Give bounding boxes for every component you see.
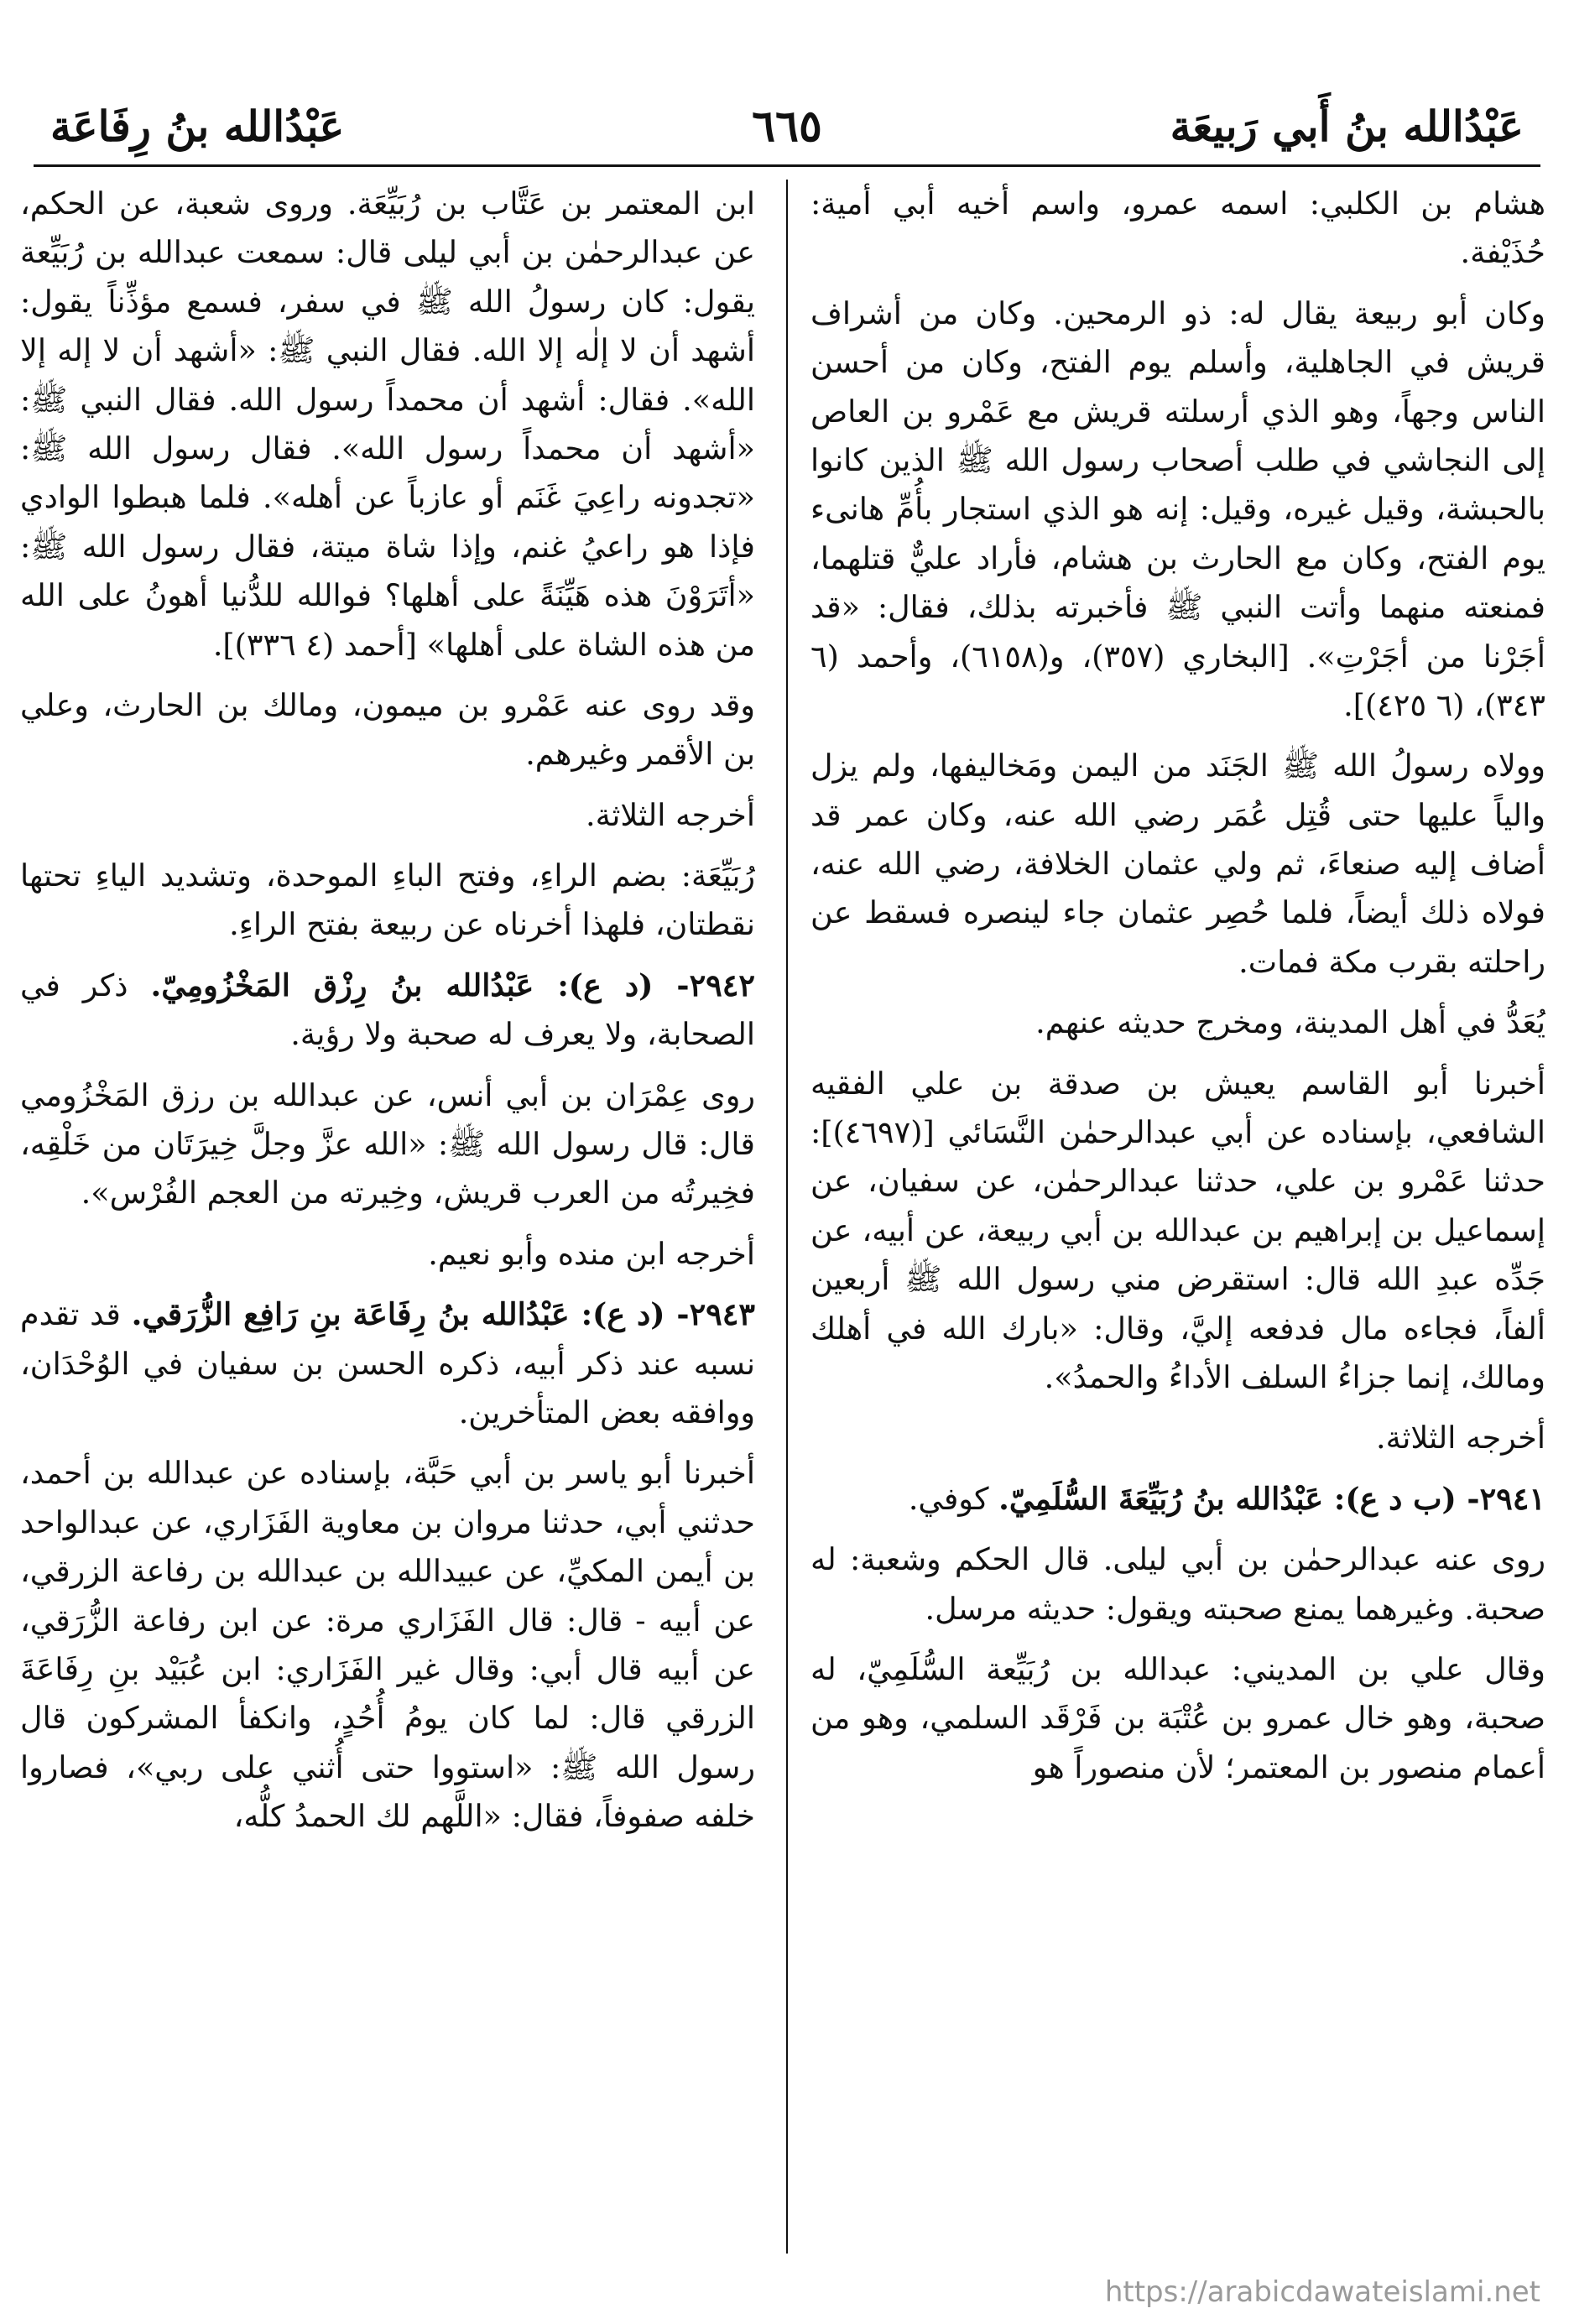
paragraph: وقد روى عنه عَمْرو بن ميمون، ومالك بن الحارث، وعلي بن الأقمر وغيرهم. bbox=[20, 686, 755, 773]
entry-number: ٢٩٤١ bbox=[1479, 1480, 1545, 1517]
paragraph: روى عِمْرَان بن أبي أنس، عن عبدالله بن رزق المَخْزُومي قال: قال رسول الله ﷺ: «الله عزَّ وجلَّ خِيرَتَان من خَلْقِه، فخِيرتُه من العرب قريش، وخِيرته من العجم الفُرْس». bbox=[20, 1076, 755, 1212]
biography-entry bbox=[20, 1290, 755, 1437]
biography-entry bbox=[810, 1475, 1545, 1524]
entry-name: عَبْدُالله بنُ رِفَاعَة بنِ رَافِع الزُّرَقي. bbox=[131, 1296, 570, 1333]
entry-text: قد تقدم نسبه عند ذكر أبيه، ذكره الحسن بن سفيان في الوُحْدَان، ووافقه بعض المتأخرين. bbox=[20, 1296, 755, 1430]
entry-name: عَبْدُالله بنُ رِزْق المَخْزُومِيّ. bbox=[150, 967, 534, 1003]
paragraph: ابن المعتمر بن عَتَّاب بن رُبَيِّعَة. وروى شعبة، عن الحكم، عن عبدالرحمٰن بن أبي ليلى قال: سمعت عبدالله بن رُبَيِّعة يقول: كان رسولُ الله ﷺ في سفر، فسمع مؤذِّناً يقول: أشهد أن لا إلٰه إلا الله. فقال النبي ﷺ: «أشهد أن لا إله إلا الله». فقال: أشهد أن محمداً رسول الله. فقال النبي ﷺ: «أشهد أن محمداً رسول الله». فقال رسول الله ﷺ: «تجدونه راعِيَ غَنَم أو عازباً عن أهله». فلما هبطوا الوادي فإذا هو راعيُ غنم، وإذا شاة ميتة، فقال رسول الله ﷺ: «أتَرَوْنَ هذه هَيِّنَةً على أهلها؟ فوالله للدُّنيا أهونُ على الله من هذه الشاة على أهلها» [أحمد (٤ ٣٣٦)]. bbox=[20, 185, 755, 663]
paragraph: رُبَيِّعَة: بضم الراءِ، وفتح الباءِ الموحدة، وتشديد الياءِ تحتها نقطتان، فلهذا أخرناه عن ربيعة بفتح الراءِ. bbox=[20, 857, 755, 943]
page-number: ٦٦٥ bbox=[752, 101, 822, 152]
entry-text: ذكر في الصحابة، ولا يعرف له صحبة ولا رؤية. bbox=[20, 967, 755, 1053]
page-header bbox=[34, 94, 1540, 167]
entry-text: كوفي. bbox=[908, 1480, 989, 1517]
paragraph: وقال علي بن المديني: عبدالله بن رُبَيِّعة السُّلَمِيّ، له صحبة، وهو خال عمرو بن عُتْبَة بن فَرْقَد السلمي، وهو من أعمام منصور بن المعتمر؛ لأن منصوراً هو bbox=[810, 1650, 1545, 1785]
paragraph: يُعَدُّ في أهل المدينة، ومخرج حديثه عنهم. bbox=[1035, 1004, 1545, 1041]
paragraph: روى عنه عبدالرحمٰن بن أبي ليلى. قال الحكم وشعبة: له صحبة. وغيرهما يمنع صحبته ويقول: حديثه مرسل. bbox=[810, 1541, 1545, 1627]
column-divider bbox=[786, 180, 788, 2254]
paragraph: وكان أبو ربيعة يقال له: ذو الرمحين. وكان من أشراف قريش في الجاهلية، وأسلم يوم الفتح، وكان من أحسن الناس وجهاً، وهو الذي أرسلته قريش مع عَمْرو بن العاص إلى النجاشي في طلب أصحاب رسول الله ﷺ الذين كانوا بالحبشة، وقيل غيره، وقيل: إنه هو الذي استجار بأُمِّ هانىء يوم الفتح، وكان مع الحارث بن هشام، فأراد عليٌّ قتلهما، فمنعته منهما وأتت النبي ﷺ فأخبرته بذلك، فقال: «قد أجَرْنا من أجَرْتِ». [البخاري (٣٥٧)، و(٦١٥٨)، وأحمد (٦ ٣٤٣)، (٦ ٤٢٥)]. bbox=[810, 294, 1545, 723]
paragraph: أخبرنا أبو القاسم يعيش بن صدقة بن علي الفقيه الشافعي، بإسناده عن أبي عبدالرحمٰن النَّسَائي [(٤٦٩٧)]: حدثنا عَمْرو بن علي، حدثنا عبدالرحمٰن، عن سفيان، عن إسماعيل بن إبراهيم بن عبدالله بن أبي ربيعة، عن أبيه، عن جَدِّه عبدِ الله قال: استقرض مني رسول الله ﷺ أربعين ألفاً، فجاءه مال فدفعه إليَّ، وقال: «بارك الله في أهلك ومالك، إنما جزاءُ السلف الأداءُ والحمدُ». bbox=[810, 1065, 1545, 1395]
entry-sigla: - (ب د ع): bbox=[1323, 1480, 1480, 1517]
entry-name: عَبْدُالله بنُ رُبَيِّعَةَ السُّلَمِيّ. bbox=[998, 1480, 1324, 1517]
paragraph: أخرجه ابن منده وأبو نعيم. bbox=[428, 1235, 755, 1272]
paragraph: أخبرنا أبو ياسر بن أبي حَبَّة، بإسناده عن عبدالله بن أحمد، حدثني أبي، حدثنا مروان بن معاوية الفَزَاري، عن عبدالواحد بن أيمن المكيِّ، عن عبيدالله بن عبدالله بن رفاعة الزرقي، عن أبيه - قال: قال الفَزَاري مرة: عن ابن رفاعة الزُّرَقي، عن أبيه قال أبي: وقال غير الفَزَاري: ابن عُبَيْد بنِ رِفَاعَةَ الزرقي قال: لما كان يومُ أُحُدٍ، وانكفأ المشركون قال رسول الله ﷺ: «استووا حتى أُثني على ربي»، فصاروا خلفه صفوفاً، فقال: «اللَّهم لك الحمدُ كلُّه، bbox=[20, 1455, 755, 1835]
entry-number: ٢٩٤٢ bbox=[689, 967, 755, 1003]
entry-sigla: - (د ع): bbox=[569, 1296, 690, 1333]
biography-entry bbox=[20, 961, 755, 1060]
paragraph: أخرجه الثلاثة. bbox=[586, 796, 755, 833]
running-title-left: عَبْدُالله بنُ رِفَاعَة bbox=[50, 102, 345, 151]
paragraph: وولاه رسولُ الله ﷺ الجَنَد من اليمن ومَخاليفها، ولم يزل والياً عليها حتى قُتِل عُمَر رضي الله عنه، وكان عمر قد أضاف إليه صنعاءَ، ثم ولي عثمان الخلافة، رضي الله عنه، فولاه ذلك أيضاً، فلما حُصِر عثمان جاء لينصره فسقط عن راحلته بقرب مكة فمات. bbox=[810, 748, 1545, 980]
left-column bbox=[20, 180, 755, 2274]
entry-sigla: - (د ع): bbox=[534, 967, 690, 1003]
running-title-right: عَبْدُالله بنُ أَبي رَبيعَة bbox=[1170, 102, 1524, 151]
entry-number: ٢٩٤٣ bbox=[689, 1296, 755, 1333]
right-column bbox=[810, 180, 1545, 2274]
paragraph: أخرجه الثلاثة. bbox=[1376, 1420, 1545, 1456]
paragraph: هشام بن الكلبي: اسمه عمرو، واسم أخيه أبي أمية: حُذَيْفة. bbox=[810, 185, 1545, 271]
watermark-url[interactable]: https://arabicdawateislami.net bbox=[1104, 2275, 1540, 2309]
